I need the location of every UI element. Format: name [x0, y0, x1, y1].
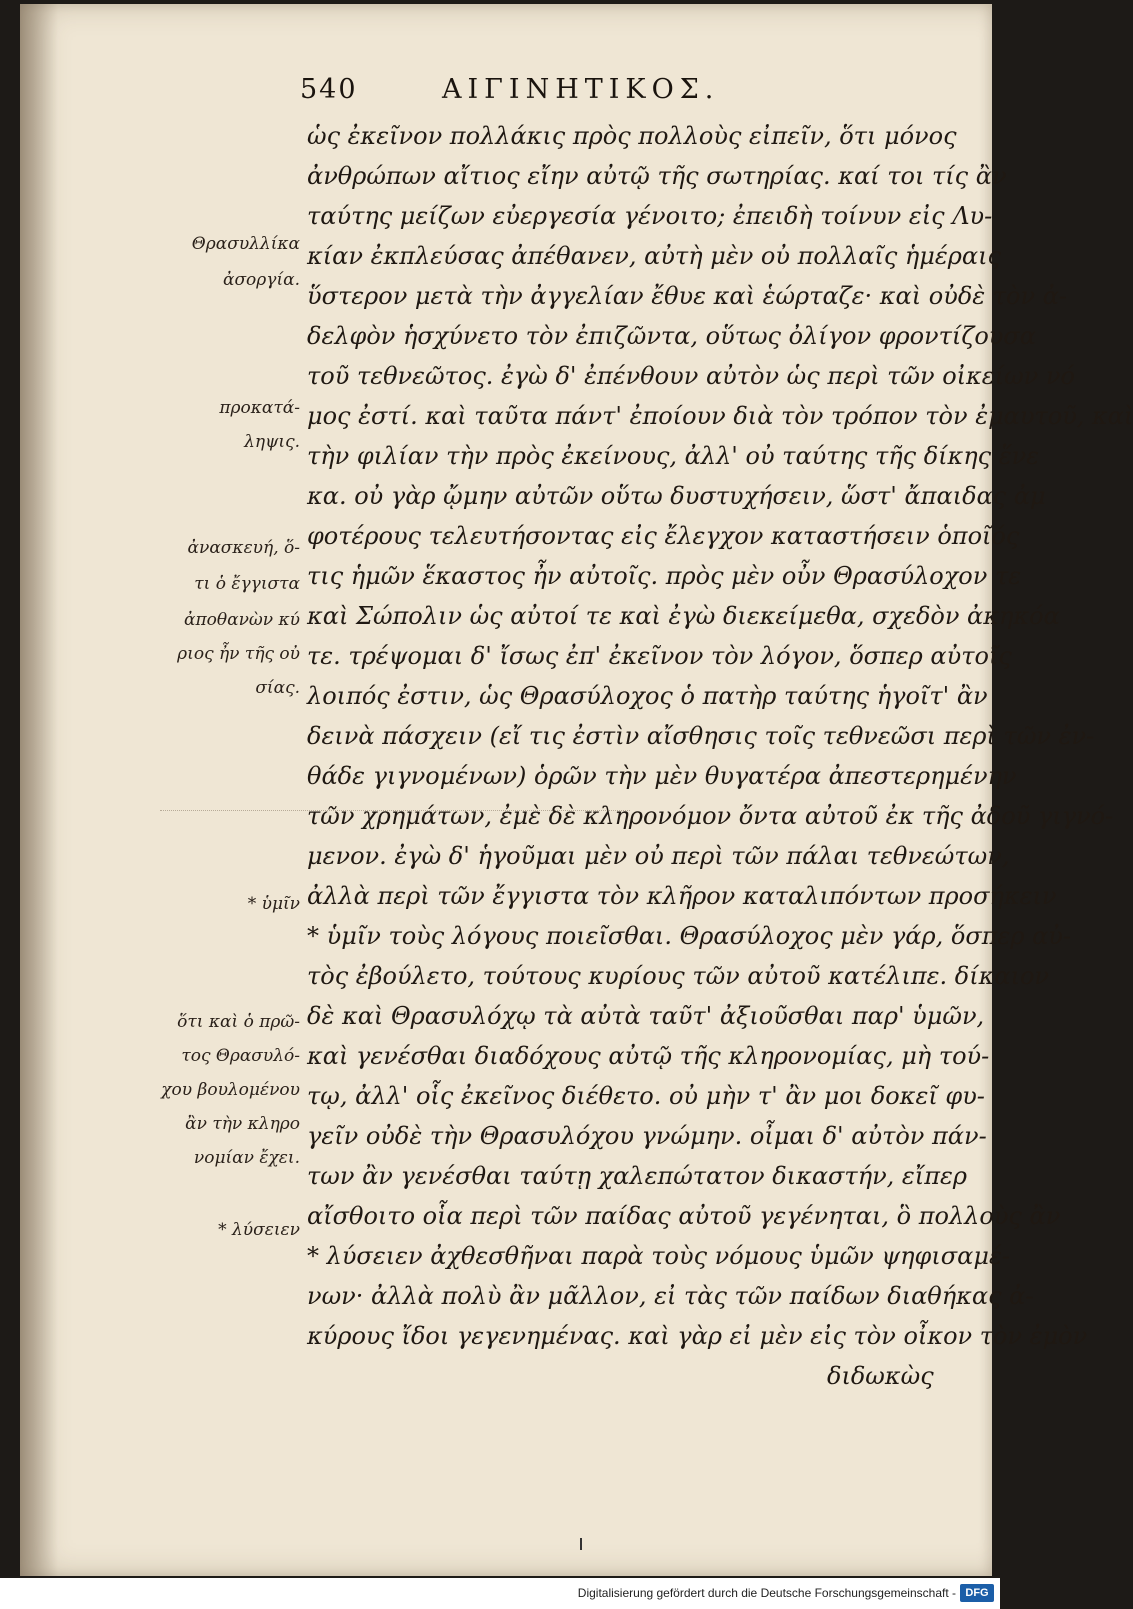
text-line: νων· ἀλλὰ πολὺ ἂν μᾶλλον, εἰ τὰς τῶν παίδων διαθήκας ἀ- [307, 1282, 1034, 1310]
margin-note: νομίαν ἔχει. [193, 1148, 300, 1168]
funding-credit: Digitalisierung gefördert durch die Deutsche Forschungsgemeinschaft - [577, 1586, 956, 1600]
text-line: μενον. ἐγὼ δ' ἡγοῦμαι μὲν οὐ περὶ τῶν πάλαι τεθνεώτων, [307, 842, 1010, 870]
text-line: * ὑμῖν τοὺς λόγους ποιεῖσθαι. Θρασύλοχος μὲν γάρ, ὅσπερ αὐ- [307, 922, 1072, 950]
main-text [307, 116, 1133, 1396]
margin-note: ριος ἦν τῆς οὐ [177, 644, 300, 664]
text-line: τὴν φιλίαν τὴν πρὸς ἐκείνους, ἀλλ' οὐ ταύτης τῆς δίκης ἕνε [307, 442, 1040, 470]
text-line: τὸς ἐβούλετο, τούτους κυρίους τῶν αὐτοῦ κατέλιπε. δίκαιον [307, 962, 1050, 990]
text-line: δὲ καὶ Θρασυλόχῳ τὰ αὐτὰ ταῦτ' ἀξιοῦσθαι παρ' ὑμῶν, [307, 1002, 985, 1030]
text-line: λοιπός ἐστιν, ὡς Θρασύλοχος ὁ πατὴρ ταύτης ἡγοῖτ' ἂν [307, 682, 988, 710]
page-number: 540 [300, 74, 358, 105]
margin-note: τος Θρασυλό- [181, 1046, 300, 1066]
text-line: κίαν ἐκπλεύσας ἀπέθανεν, αὐτὴ μὲν οὐ πολλαῖς ἡμέραις [307, 242, 1001, 270]
text-line: * λύσειεν ἀχθεσθῆναι παρὰ τοὺς νόμους ὑμῶν ψηφισαμέ- [307, 1242, 1010, 1270]
margin-note: ὅτι καὶ ὁ πρῶ- [177, 1012, 300, 1032]
margin-note: * ὑμῖν [247, 894, 300, 914]
margin-note: ἂν τὴν κληρο [185, 1114, 300, 1134]
margin-note: ἀσοργία. [222, 270, 300, 290]
page-header [282, 72, 882, 112]
text-line: τῳ, ἀλλ' οἷς ἐκεῖνος διέθετο. οὐ μὴν τ' ἂν μοι δοκεῖ φυ- [307, 1082, 985, 1110]
text-line: ὕστερον μετὰ τὴν ἀγγελίαν ἔθυε καὶ ἑώρταζε· καὶ οὐδὲ τὸν ἀ- [307, 282, 1068, 310]
divider [160, 810, 630, 811]
dfg-logo: DFG [960, 1584, 994, 1602]
text-line: ταύτης μείζων εὐεργεσία γένοιτο; ἐπειδὴ τοίνυν εἰς Λυ- [307, 202, 993, 230]
margin-note: Θρασυλλίκα [191, 234, 300, 254]
text-line: φοτέρους τελευτήσοντας εἰς ἔλεγχον καταστήσειν ὁποῖός [307, 522, 1020, 550]
margin-note: σίας. [255, 678, 300, 698]
text-line: ἀνθρώπων αἴτιος εἴην αὐτῷ τῆς σωτηρίας. καί τοι τίς ἂν [307, 162, 1007, 190]
margin-note: ἀνασκευή, ὅ- [187, 538, 300, 558]
text-line: των ἂν γενέσθαι ταύτῃ χαλεπώτατον δικαστήν, εἴπερ [307, 1162, 967, 1190]
text-line: διδωκὼς [827, 1362, 934, 1390]
margin-note: προκατά- [219, 398, 300, 418]
text-line: τε. τρέψομαι δ' ἴσως ἐπ' ἐκεῖνον τὸν λόγον, ὅσπερ αὐτοῖς [307, 642, 1012, 670]
text-line: δεινὰ πάσχειν (εἴ τις ἐστὶν αἴσθησις τοῖς τεθνεῶσι περὶ τῶν ἐν- [307, 722, 1095, 750]
margin-note: τι ὁ ἔγγιστα [194, 574, 300, 594]
text-line: κύρους ἴδοι γεγενημένας. καὶ γὰρ εἰ μὲν εἰς τὸν οἶκον τὸν ἐμὸν [307, 1322, 1088, 1350]
margin-note: χου βουλομένου [161, 1080, 300, 1100]
text-line: δελφὸν ἡσχύνετο τὸν ἐπιζῶντα, οὕτως ὀλίγον φροντίζουσα [307, 322, 1036, 350]
text-line: μος ἐστί. καὶ ταῦτα πάντ' ἐποίουν διὰ τὸν τρόπον τὸν ἐμαυτοῦ, καὶ [307, 402, 1133, 430]
running-head: ΑΙΓΙΝΗΤΙΚΟΣ. [442, 74, 720, 105]
margin-note: * λύσειεν [218, 1220, 300, 1240]
text-line: καὶ γενέσθαι διαδόχους αὐτῷ τῆς κληρονομίας, μὴ τού- [307, 1042, 990, 1070]
text-line: ὡς ἐκεῖνον πολλάκις πρὸς πολλοὺς εἰπεῖν, ὅτι μόνος [307, 122, 957, 150]
text-line: αἴσθοιτο οἷα περὶ τῶν παίδας αὐτοῦ γεγένηται, ὃ πολλοὺς ἂν [307, 1202, 1061, 1230]
margin-note: ληψις. [244, 432, 300, 452]
text-line: τῶν χρημάτων, ἐμὲ δὲ κληρονόμον ὄντα αὐτοῦ ἐκ τῆς ἀδοῦ γιγνό- [307, 802, 1114, 830]
text-line: ἀλλὰ περὶ τῶν ἔγγιστα τὸν κλῆρον καταλιπόντων προσήκειν [307, 882, 1057, 910]
margin-note: ἀποθανὼν κύ [183, 610, 300, 630]
text-line: τις ἡμῶν ἕκαστος ἦν αὐτοῖς. πρὸς μὲν οὖν Θρασύλοχον τε [307, 562, 1022, 590]
text-line: γεῖν οὐδὲ τὴν Θρασυλόχου γνώμην. οἶμαι δ' αὐτὸν πάν- [307, 1122, 987, 1150]
signature-mark [580, 1538, 582, 1550]
text-line: τοῦ τεθνεῶτος. ἐγὼ δ' ἐπένθουν αὐτὸν ὡς περὶ τῶν οἰκείων νό [307, 362, 1075, 390]
text-line: κα. οὐ γὰρ ᾤμην αὐτῶν οὕτω δυστυχήσειν, ὥστ' ἄπαιδας ἀμ [307, 482, 1046, 510]
text-line: θάδε γιγνομένων) ὁρῶν τὴν μὲν θυγατέρα ἀπεστερημένην [307, 762, 1017, 790]
page-gutter [20, 4, 58, 1576]
text-line: καὶ Σώπολιν ὡς αὐτοί τε καὶ ἐγὼ διεκείμεθα, σχεδὸν ἀκηκόα [307, 602, 1060, 630]
